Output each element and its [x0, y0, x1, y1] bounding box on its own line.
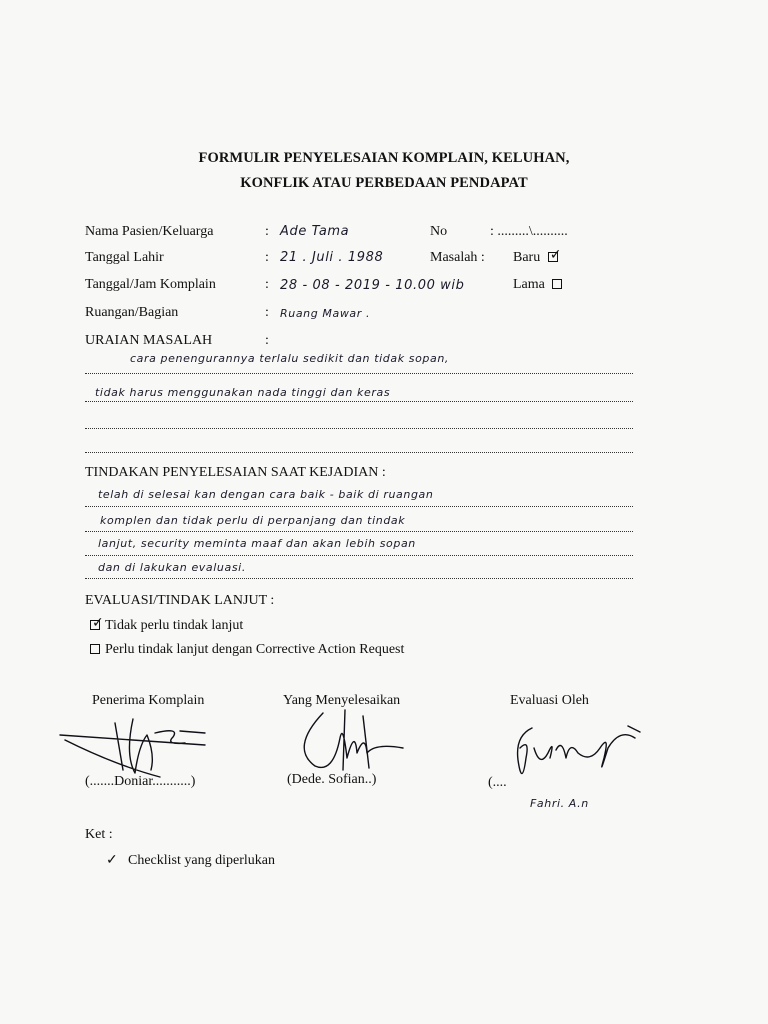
option-2-label: Perlu tindak lanjut dengan Corrective Action Request: [105, 642, 405, 657]
tanggal-jam-value: 28 - 08 - 2019 - 10.00 wib: [280, 278, 465, 293]
nama-label: Nama Pasien/Keluarga: [85, 224, 214, 239]
checkmark-icon: ✓: [549, 247, 562, 263]
tindakan-dotted-line-3: [85, 555, 633, 556]
tindakan-dotted-line-4: [85, 578, 633, 579]
uraian-label: URAIAN MASALAH: [85, 333, 213, 348]
tindakan-heading: TINDAKAN PENYELESAIAN SAAT KEJADIAN :: [85, 465, 386, 480]
lama-label: Lama: [513, 277, 545, 292]
tanggal-lahir-label: Tanggal Lahir: [85, 250, 164, 265]
form-title-line2: KONFLIK ATAU PERBEDAAN PENDAPAT: [240, 175, 528, 191]
no-value: : .........\..........: [490, 224, 568, 239]
ket-label: Ket :: [85, 827, 113, 842]
nama-colon: :: [265, 224, 269, 239]
form-title-line1: FORMULIR PENYELESAIAN KOMPLAIN, KELUHAN,: [198, 150, 570, 166]
option-1-checkbox[interactable]: [90, 615, 104, 631]
uraian-dotted-line-3: [85, 428, 633, 429]
tanggal-jam-label: Tanggal/Jam Komplain: [85, 277, 216, 292]
uraian-dotted-line-2: [85, 401, 633, 402]
tanggal-lahir-value: 21 . Juli . 1988: [280, 250, 384, 265]
tanggal-lahir-colon: :: [265, 250, 269, 265]
checkmark-icon: ✓: [92, 615, 104, 631]
tindakan-dotted-line-1: [85, 506, 633, 507]
tindakan-line-2: komplen dan tidak perlu di perpanjang dan tindak: [100, 514, 406, 527]
ket-check-icon: ✓: [106, 853, 118, 868]
tindakan-line-4: dan di lakukan evaluasi.: [98, 561, 246, 574]
masalah-label: Masalah :: [430, 250, 485, 265]
evaluasi-name: Fahri. A.n: [530, 797, 589, 810]
penerima-name-text: (.......Doniar...........): [85, 774, 196, 789]
uraian-dotted-line-4: [85, 452, 633, 453]
uraian-line-2: tidak harus menggunakan nada tinggi dan keras: [95, 386, 391, 399]
uraian-colon: :: [265, 333, 269, 348]
penerima-label: Penerima Komplain: [92, 693, 205, 708]
baru-checkbox[interactable]: [548, 247, 562, 263]
ruangan-colon: :: [265, 305, 269, 320]
ruangan-label: Ruangan/Bagian: [85, 305, 179, 320]
ruangan-value: Ruang Mawar .: [280, 307, 371, 320]
no-label: No: [430, 224, 448, 239]
option-1-label: Tidak perlu tindak lanjut: [105, 618, 244, 633]
baru-label: Baru: [513, 250, 541, 265]
evaluasi-option-1[interactable]: [90, 615, 244, 634]
evaluasi-signature: [500, 718, 650, 788]
uraian-line-1: cara penengurannya terlalu sedikit dan tidak sopan,: [130, 352, 450, 365]
tanggal-jam-colon: :: [265, 277, 269, 292]
evaluasi-option-2[interactable]: [90, 642, 404, 658]
evaluasi-oleh-label: Evaluasi Oleh: [510, 693, 589, 708]
baru-option[interactable]: [513, 247, 563, 266]
tindakan-dotted-line-2: [85, 531, 633, 532]
nama-value: Ade Tama: [280, 224, 350, 239]
penyelesai-name: [287, 772, 376, 788]
penerima-name: [85, 774, 195, 790]
lama-option[interactable]: [513, 277, 567, 293]
tindakan-line-1: telah di selesai kan dengan cara baik - baik di ruangan: [98, 488, 434, 501]
penyelesai-name-text: (Dede. Sofian..): [287, 772, 377, 787]
ket-text: Checklist yang diperlukan: [128, 853, 275, 868]
evaluasi-heading: EVALUASI/TINDAK LANJUT :: [85, 593, 275, 608]
lama-checkbox[interactable]: [552, 279, 562, 289]
penyelesai-label: Yang Menyelesaikan: [283, 693, 401, 708]
uraian-dotted-line-1: [85, 373, 633, 374]
evaluasi-paren: (....: [488, 775, 507, 790]
option-2-checkbox[interactable]: [90, 644, 100, 654]
tindakan-line-3: lanjut, security meminta maaf dan akan lebih sopan: [98, 537, 416, 550]
